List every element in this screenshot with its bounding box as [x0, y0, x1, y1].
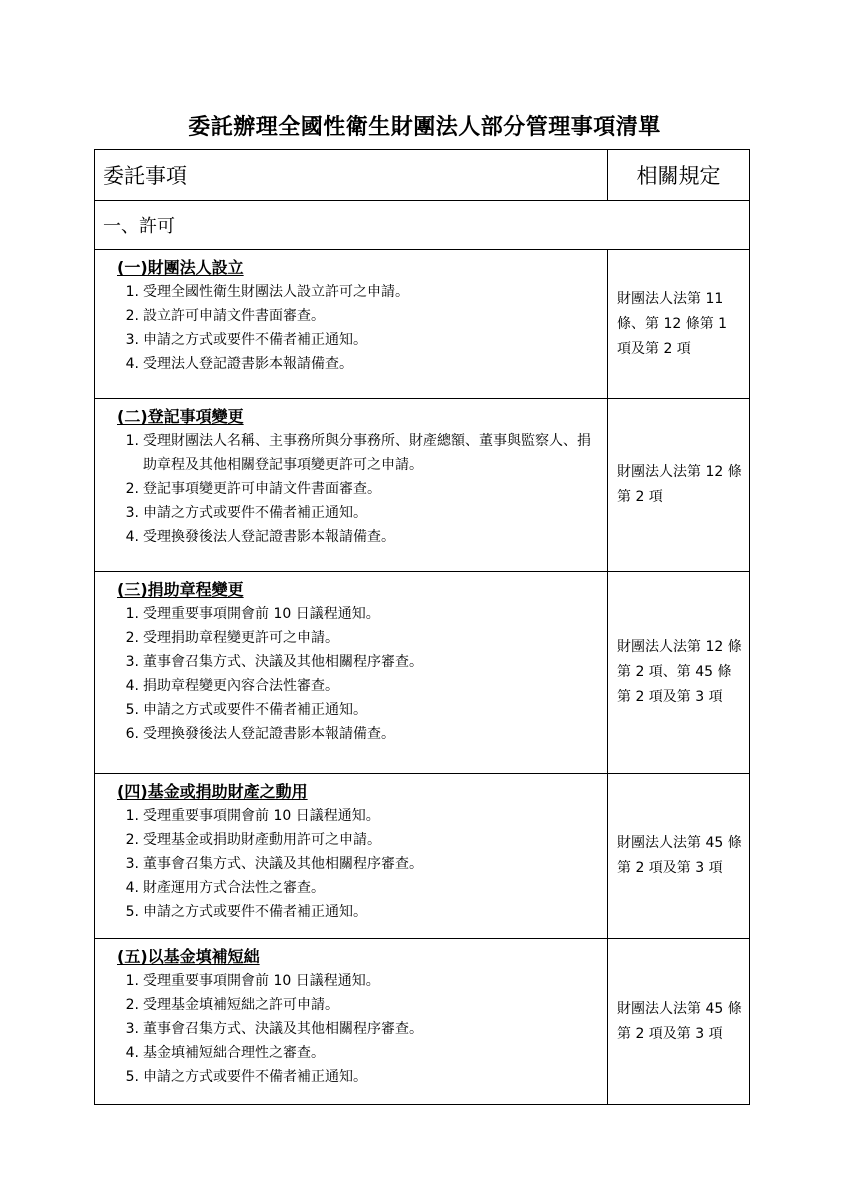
- item-number: 2.: [125, 630, 139, 646]
- matter-cell: [95, 939, 608, 1105]
- list-item: [117, 352, 599, 376]
- item-number: 2.: [125, 481, 139, 497]
- item-number: 4.: [125, 1045, 139, 1061]
- item-text: 申請之方式或要件不備者補正通知。: [143, 702, 367, 718]
- group-heading: (五)以基金填補短絀: [117, 947, 260, 966]
- header-related-regulations: 相關規定: [608, 150, 750, 201]
- item-text: 設立許可申請文件書面審查。: [143, 308, 325, 324]
- matter-cell: [95, 774, 608, 939]
- list-item: [117, 477, 599, 501]
- item-number: 5.: [125, 1069, 139, 1085]
- item-number: 4.: [125, 880, 139, 896]
- table-row: [95, 774, 750, 939]
- item-number: 3.: [125, 856, 139, 872]
- regulation-cell: 財團法人法第 11 條、第 12 條第 1 項及第 2 項: [608, 250, 750, 399]
- list-item: [117, 525, 599, 549]
- list-item: [117, 1017, 599, 1041]
- item-text: 受理重要事項開會前 10 日議程通知。: [143, 606, 380, 622]
- item-text: 申請之方式或要件不備者補正通知。: [143, 332, 367, 348]
- list-item: [117, 828, 599, 852]
- regulation-cell: 財團法人法第 12 條第 2 項: [608, 399, 750, 572]
- item-list: [117, 804, 599, 924]
- list-item: [117, 602, 599, 626]
- item-number: 4.: [125, 678, 139, 694]
- document-title: 委託辦理全國性衛生財團法人部分管理事項清單: [188, 115, 661, 140]
- list-item: [117, 1041, 599, 1065]
- item-number: 1.: [125, 284, 139, 300]
- item-number: 1.: [125, 973, 139, 989]
- item-number: 3.: [125, 332, 139, 348]
- item-text: 董事會召集方式、決議及其他相關程序審查。: [143, 856, 423, 872]
- table-row: [95, 572, 750, 774]
- item-text: 基金填補短絀合理性之審查。: [143, 1045, 325, 1061]
- item-number: 3.: [125, 654, 139, 670]
- item-list: [117, 969, 599, 1089]
- item-text: 受理換發後法人登記證書影本報請備查。: [143, 529, 395, 545]
- delegation-table: [94, 149, 750, 1105]
- item-text: 受理財團法人名稱、主事務所與分事務所、財產總額、董事與監察人、捐助章程及其他相關登記事項變更許可之申請。: [143, 433, 591, 473]
- list-item: [117, 804, 599, 828]
- list-item: [117, 626, 599, 650]
- list-item: [117, 852, 599, 876]
- item-text: 董事會召集方式、決議及其他相關程序審查。: [143, 1021, 423, 1037]
- matter-cell: [95, 399, 608, 572]
- list-item: [117, 876, 599, 900]
- group-heading: (三)捐助章程變更: [117, 580, 244, 599]
- item-number: 1.: [125, 808, 139, 824]
- list-item: [117, 280, 599, 304]
- list-item: [117, 900, 599, 924]
- item-number: 4.: [125, 529, 139, 545]
- list-item: [117, 304, 599, 328]
- item-text: 受理重要事項開會前 10 日議程通知。: [143, 973, 380, 989]
- item-number: 5.: [125, 702, 139, 718]
- item-text: 捐助章程變更內容合法性審查。: [143, 678, 339, 694]
- item-number: 2.: [125, 832, 139, 848]
- item-text: 受理重要事項開會前 10 日議程通知。: [143, 808, 380, 824]
- item-text: 申請之方式或要件不備者補正通知。: [143, 904, 367, 920]
- list-item: [117, 722, 599, 746]
- matter-cell: [95, 572, 608, 774]
- header-delegated-matters: 委託事項: [95, 150, 608, 201]
- table-row: [95, 939, 750, 1105]
- list-item: [117, 674, 599, 698]
- section-row: [95, 201, 750, 250]
- section-title: 一、許可: [95, 201, 750, 250]
- regulation-cell: 財團法人法第 12 條第 2 項、第 45 條第 2 項及第 3 項: [608, 572, 750, 774]
- item-text: 受理捐助章程變更許可之申請。: [143, 630, 339, 646]
- table-row: [95, 250, 750, 399]
- list-item: [117, 1065, 599, 1089]
- item-list: [117, 429, 599, 549]
- regulation-cell: 財團法人法第 45 條第 2 項及第 3 項: [608, 774, 750, 939]
- group-heading: (二)登記事項變更: [117, 407, 244, 426]
- item-text: 財產運用方式合法性之審查。: [143, 880, 325, 896]
- list-item: [117, 969, 599, 993]
- item-number: 1.: [125, 606, 139, 622]
- item-list: [117, 280, 599, 376]
- item-number: 6.: [125, 726, 139, 742]
- regulation-cell: 財團法人法第 45 條第 2 項及第 3 項: [608, 939, 750, 1105]
- list-item: [117, 698, 599, 722]
- item-text: 受理換發後法人登記證書影本報請備查。: [143, 726, 395, 742]
- table-row: [95, 399, 750, 572]
- group-heading: (一)財團法人設立: [117, 258, 244, 277]
- item-number: 2.: [125, 997, 139, 1013]
- group-heading: (四)基金或捐助財產之動用: [117, 782, 308, 801]
- item-number: 3.: [125, 505, 139, 521]
- item-number: 5.: [125, 904, 139, 920]
- list-item: [117, 650, 599, 674]
- item-text: 受理基金填補短絀之許可申請。: [143, 997, 339, 1013]
- item-text: 受理基金或捐助財產動用許可之申請。: [143, 832, 381, 848]
- item-text: 登記事項變更許可申請文件書面審查。: [143, 481, 381, 497]
- item-text: 申請之方式或要件不備者補正通知。: [143, 1069, 367, 1085]
- table-header-row: [95, 150, 750, 201]
- item-number: 2.: [125, 308, 139, 324]
- matter-cell: [95, 250, 608, 399]
- item-text: 申請之方式或要件不備者補正通知。: [143, 505, 367, 521]
- item-text: 董事會召集方式、決議及其他相關程序審查。: [143, 654, 423, 670]
- item-number: 4.: [125, 356, 139, 372]
- item-text: 受理法人登記證書影本報請備查。: [143, 356, 353, 372]
- item-number: 1.: [125, 433, 139, 449]
- item-list: [117, 602, 599, 746]
- list-item: [117, 501, 599, 525]
- list-item: [117, 328, 599, 352]
- list-item: [117, 993, 599, 1017]
- item-text: 受理全國性衛生財團法人設立許可之申請。: [143, 284, 409, 300]
- item-number: 3.: [125, 1021, 139, 1037]
- list-item: [117, 429, 599, 477]
